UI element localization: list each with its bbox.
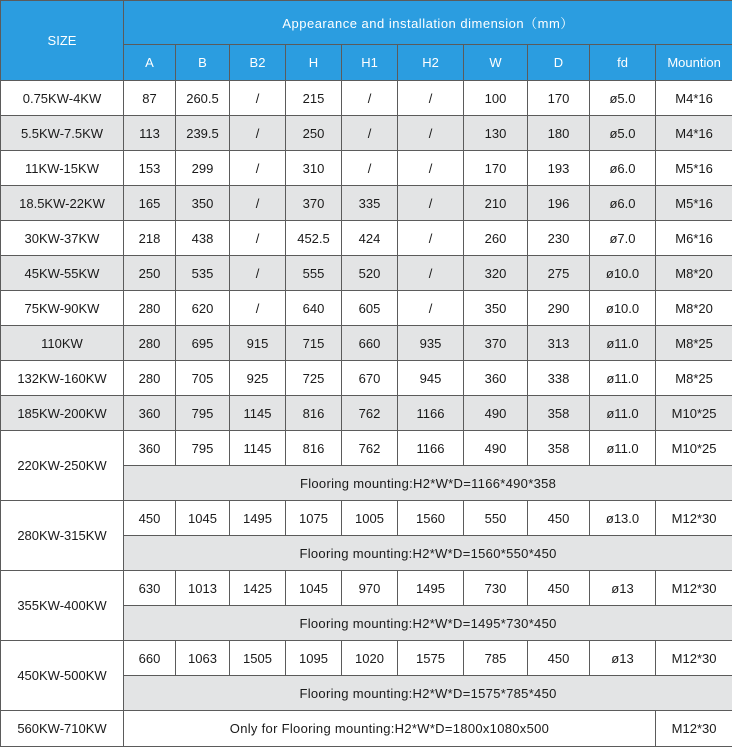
value-cell: 1145 (230, 396, 286, 431)
value-cell: 670 (342, 361, 398, 396)
value-cell: ø13.0 (590, 501, 656, 536)
value-cell: M8*25 (656, 361, 732, 396)
size-cell: 132KW-160KW (1, 361, 124, 396)
value-cell: 210 (464, 186, 528, 221)
value-cell: 630 (124, 571, 176, 606)
value-cell: 313 (528, 326, 590, 361)
value-cell: M6*16 (656, 221, 732, 256)
flooring-only-note: Only for Flooring mounting:H2*W*D=1800x1080x500 (124, 711, 656, 747)
value-cell: 1145 (230, 431, 286, 466)
column-header-mountion: Mountion (656, 45, 732, 81)
value-cell: 113 (124, 116, 176, 151)
value-cell: 260 (464, 221, 528, 256)
value-cell: M4*16 (656, 116, 732, 151)
value-cell: M10*25 (656, 396, 732, 431)
value-cell: 350 (176, 186, 230, 221)
value-cell: M10*25 (656, 431, 732, 466)
value-cell: / (342, 116, 398, 151)
value-cell: 450 (124, 501, 176, 536)
value-cell: 239.5 (176, 116, 230, 151)
flooring-note: Flooring mounting:H2*W*D=1560*550*450 (124, 536, 732, 571)
table-row (1, 186, 732, 221)
value-cell: ø6.0 (590, 151, 656, 186)
value-cell: 1505 (230, 641, 286, 676)
table-row (1, 291, 732, 326)
value-cell: 310 (286, 151, 342, 186)
value-cell: 215 (286, 81, 342, 116)
value-cell: 1045 (176, 501, 230, 536)
size-cell: 355KW-400KW (1, 571, 124, 641)
value-cell: ø13 (590, 571, 656, 606)
value-cell: 360 (464, 361, 528, 396)
value-cell: 640 (286, 291, 342, 326)
value-cell: 816 (286, 431, 342, 466)
value-cell: 660 (342, 326, 398, 361)
value-cell: 795 (176, 396, 230, 431)
table-row (1, 151, 732, 186)
value-cell: / (230, 116, 286, 151)
value-cell: 1166 (398, 396, 464, 431)
value-cell: / (230, 256, 286, 291)
value-cell: 153 (124, 151, 176, 186)
value-cell: ø5.0 (590, 81, 656, 116)
size-cell: 280KW-315KW (1, 501, 124, 571)
value-cell: 555 (286, 256, 342, 291)
value-cell: 360 (124, 431, 176, 466)
value-cell: ø11.0 (590, 326, 656, 361)
table-row (1, 81, 732, 116)
value-cell: 450 (528, 501, 590, 536)
value-cell: 1166 (398, 431, 464, 466)
value-cell: 438 (176, 221, 230, 256)
value-cell: / (230, 81, 286, 116)
column-header-h: H (286, 45, 342, 81)
value-cell: 945 (398, 361, 464, 396)
value-cell: 450 (528, 641, 590, 676)
size-cell: 11KW-15KW (1, 151, 124, 186)
column-header-b2: B2 (230, 45, 286, 81)
value-cell: 550 (464, 501, 528, 536)
value-cell: 816 (286, 396, 342, 431)
value-cell: M8*25 (656, 326, 732, 361)
value-cell: 785 (464, 641, 528, 676)
size-header: SIZE (1, 1, 124, 81)
value-cell: ø10.0 (590, 291, 656, 326)
value-cell: 715 (286, 326, 342, 361)
size-cell: 0.75KW-4KW (1, 81, 124, 116)
value-cell: 280 (124, 326, 176, 361)
value-cell: 370 (286, 186, 342, 221)
table-row (1, 571, 732, 606)
table-row (1, 361, 732, 396)
value-cell: 1095 (286, 641, 342, 676)
value-cell: / (398, 221, 464, 256)
table-row (1, 641, 732, 676)
value-cell: 452.5 (286, 221, 342, 256)
value-cell: 260.5 (176, 81, 230, 116)
value-cell: 490 (464, 431, 528, 466)
flooring-note: Flooring mounting:H2*W*D=1575*785*450 (124, 676, 732, 711)
dimension-group-header: Appearance and installation dimension（mm） (124, 1, 732, 45)
size-cell: 75KW-90KW (1, 291, 124, 326)
value-cell: / (398, 151, 464, 186)
column-header-h2: H2 (398, 45, 464, 81)
table-row (1, 326, 732, 361)
column-header-a: A (124, 45, 176, 81)
value-cell: / (398, 186, 464, 221)
value-cell: 280 (124, 291, 176, 326)
value-cell: 196 (528, 186, 590, 221)
value-cell: 358 (528, 396, 590, 431)
table-row (1, 711, 732, 747)
value-cell: 350 (464, 291, 528, 326)
value-cell: ø6.0 (590, 186, 656, 221)
table-row (1, 431, 732, 466)
value-cell: 1560 (398, 501, 464, 536)
value-cell: 320 (464, 256, 528, 291)
value-cell: M8*20 (656, 291, 732, 326)
value-cell: 165 (124, 186, 176, 221)
value-cell: ø11.0 (590, 431, 656, 466)
value-cell: 360 (124, 396, 176, 431)
value-cell: / (230, 186, 286, 221)
value-cell: 1425 (230, 571, 286, 606)
value-cell: 925 (230, 361, 286, 396)
value-cell: M5*16 (656, 186, 732, 221)
value-cell: 1063 (176, 641, 230, 676)
value-cell: 424 (342, 221, 398, 256)
value-cell: 370 (464, 326, 528, 361)
value-cell: M12*30 (656, 711, 732, 747)
value-cell: M5*16 (656, 151, 732, 186)
value-cell: 1005 (342, 501, 398, 536)
value-cell: 490 (464, 396, 528, 431)
value-cell: 170 (528, 81, 590, 116)
value-cell: 180 (528, 116, 590, 151)
size-cell: 45KW-55KW (1, 256, 124, 291)
value-cell: 795 (176, 431, 230, 466)
value-cell: 218 (124, 221, 176, 256)
value-cell: ø10.0 (590, 256, 656, 291)
value-cell: 250 (124, 256, 176, 291)
value-cell: 250 (286, 116, 342, 151)
value-cell: 762 (342, 431, 398, 466)
value-cell: 705 (176, 361, 230, 396)
value-cell: 170 (464, 151, 528, 186)
value-cell: 275 (528, 256, 590, 291)
value-cell: / (342, 151, 398, 186)
value-cell: 695 (176, 326, 230, 361)
value-cell: / (398, 81, 464, 116)
value-cell: 1020 (342, 641, 398, 676)
column-header-w: W (464, 45, 528, 81)
value-cell: 450 (528, 571, 590, 606)
value-cell: ø11.0 (590, 396, 656, 431)
flooring-note: Flooring mounting:H2*W*D=1166*490*358 (124, 466, 732, 501)
value-cell: 620 (176, 291, 230, 326)
size-cell: 220KW-250KW (1, 431, 124, 501)
value-cell: ø13 (590, 641, 656, 676)
size-cell: 560KW-710KW (1, 711, 124, 747)
value-cell: / (398, 291, 464, 326)
value-cell: 1575 (398, 641, 464, 676)
value-cell: 1013 (176, 571, 230, 606)
value-cell: 335 (342, 186, 398, 221)
value-cell: M8*20 (656, 256, 732, 291)
size-cell: 18.5KW-22KW (1, 186, 124, 221)
size-cell: 110KW (1, 326, 124, 361)
value-cell: / (230, 291, 286, 326)
value-cell: M4*16 (656, 81, 732, 116)
value-cell: 230 (528, 221, 590, 256)
value-cell: 338 (528, 361, 590, 396)
value-cell: 100 (464, 81, 528, 116)
value-cell: / (230, 151, 286, 186)
value-cell: 130 (464, 116, 528, 151)
value-cell: M12*30 (656, 571, 732, 606)
flooring-note: Flooring mounting:H2*W*D=1495*730*450 (124, 606, 732, 641)
value-cell: 87 (124, 81, 176, 116)
value-cell: ø5.0 (590, 116, 656, 151)
value-cell: ø7.0 (590, 221, 656, 256)
size-cell: 450KW-500KW (1, 641, 124, 711)
value-cell: 915 (230, 326, 286, 361)
value-cell: 193 (528, 151, 590, 186)
value-cell: M12*30 (656, 501, 732, 536)
column-header-fd: fd (590, 45, 656, 81)
table-row (1, 396, 732, 431)
value-cell: M12*30 (656, 641, 732, 676)
value-cell: 290 (528, 291, 590, 326)
table-row (1, 256, 732, 291)
size-cell: 185KW-200KW (1, 396, 124, 431)
value-cell: 935 (398, 326, 464, 361)
value-cell: 1495 (398, 571, 464, 606)
value-cell: 535 (176, 256, 230, 291)
value-cell: 520 (342, 256, 398, 291)
value-cell: 730 (464, 571, 528, 606)
value-cell: 1495 (230, 501, 286, 536)
value-cell: / (398, 256, 464, 291)
value-cell: / (398, 116, 464, 151)
table-row (1, 116, 732, 151)
size-cell: 5.5KW-7.5KW (1, 116, 124, 151)
value-cell: 358 (528, 431, 590, 466)
column-header-h1: H1 (342, 45, 398, 81)
value-cell: 605 (342, 291, 398, 326)
value-cell: 970 (342, 571, 398, 606)
value-cell: ø11.0 (590, 361, 656, 396)
value-cell: 725 (286, 361, 342, 396)
table-row (1, 501, 732, 536)
size-cell: 30KW-37KW (1, 221, 124, 256)
value-cell: 1045 (286, 571, 342, 606)
value-cell: 299 (176, 151, 230, 186)
value-cell: 660 (124, 641, 176, 676)
column-header-b: B (176, 45, 230, 81)
value-cell: / (342, 81, 398, 116)
table-row (1, 221, 732, 256)
value-cell: / (230, 221, 286, 256)
value-cell: 1075 (286, 501, 342, 536)
value-cell: 762 (342, 396, 398, 431)
value-cell: 280 (124, 361, 176, 396)
column-header-d: D (528, 45, 590, 81)
